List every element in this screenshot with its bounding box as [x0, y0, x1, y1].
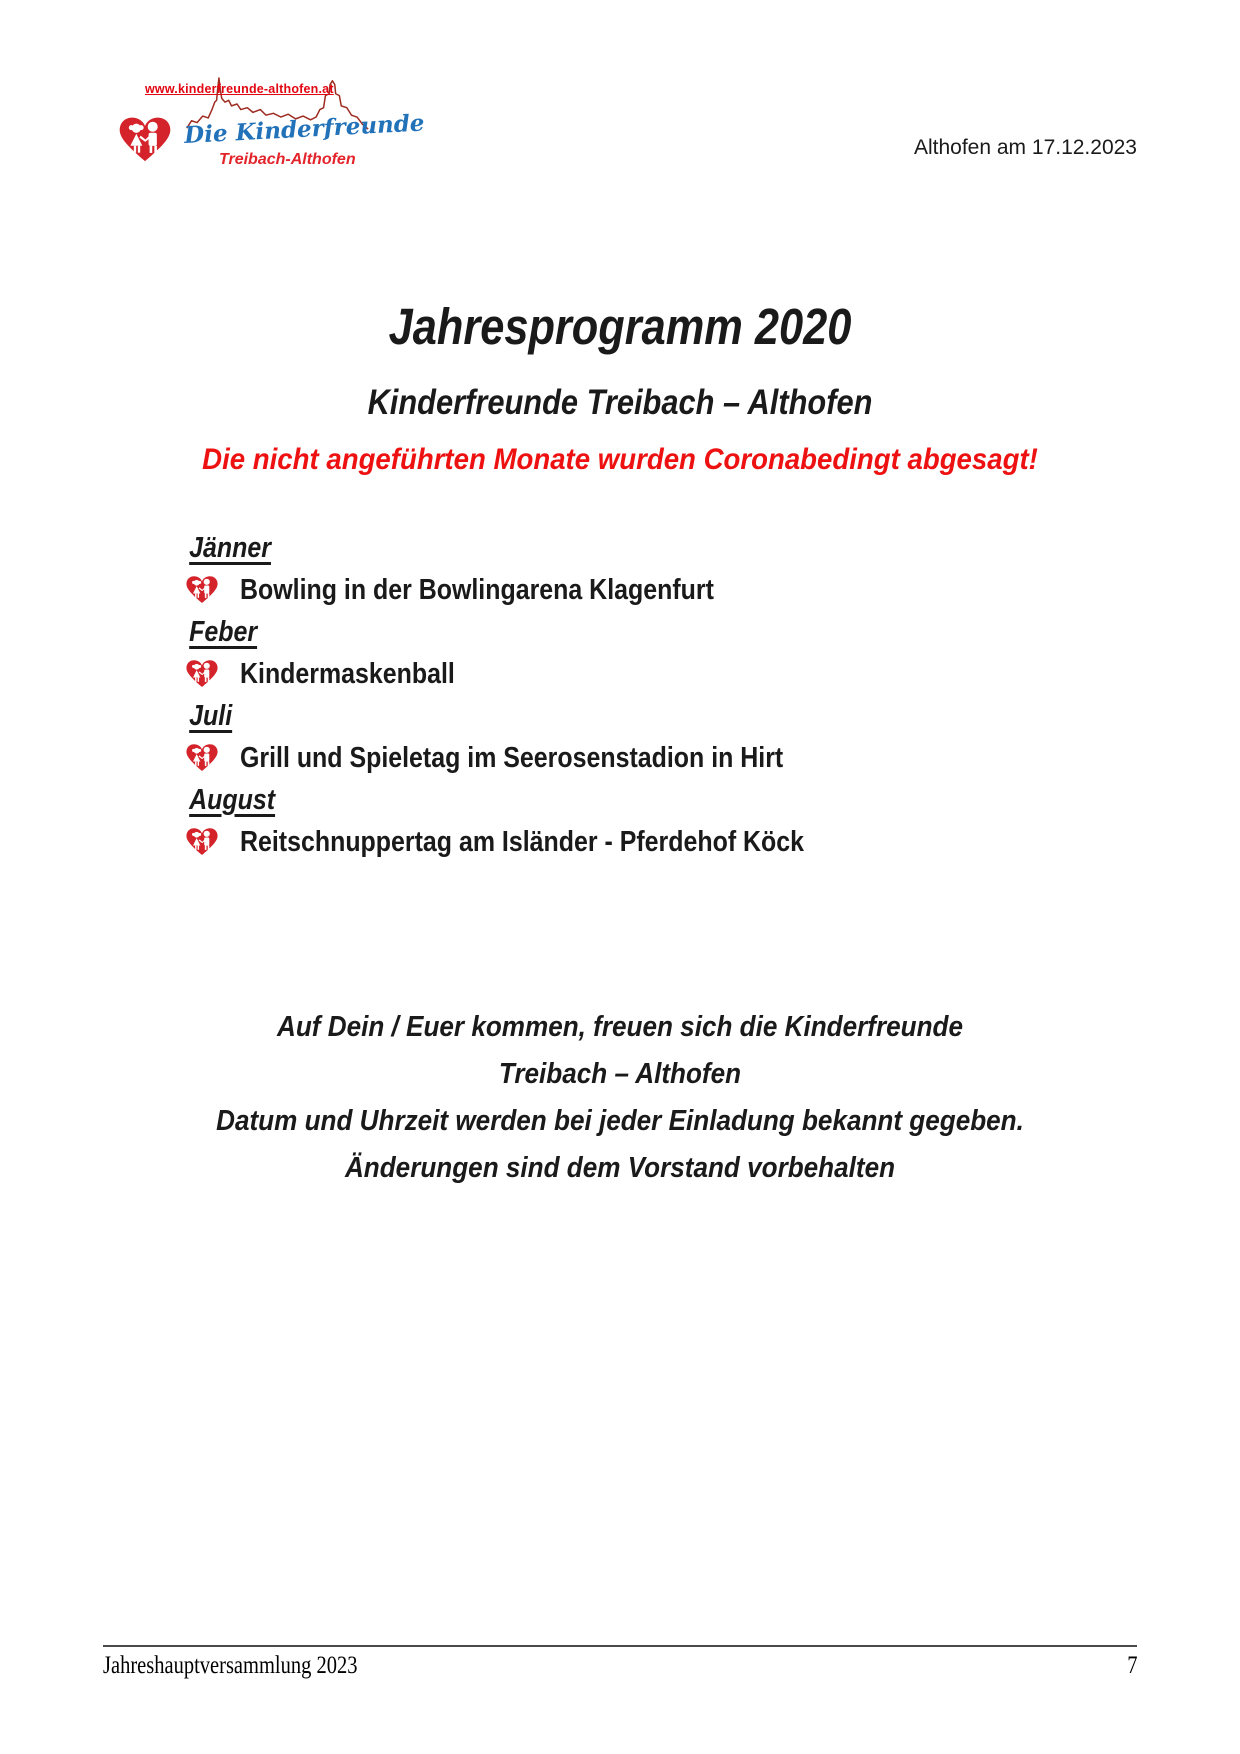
program-list [184, 527, 896, 863]
page-title: Jahresprogramm 2020 [388, 298, 852, 355]
month-heading-august [184, 779, 896, 821]
month-heading-jaenner [184, 527, 896, 569]
month-label: August [189, 783, 276, 816]
logo-url-text: www.kinderfreunde-althofen.at [145, 82, 334, 96]
closing-text [62, 1004, 1178, 1192]
footer-title: Jahreshauptversammlung 2023 [103, 1652, 358, 1679]
month-heading-juli [184, 695, 896, 737]
kinderfreunde-heart-icon [116, 114, 174, 166]
footer-page-number: 7 [1126, 1652, 1137, 1679]
month-label: Juli [189, 699, 233, 732]
closing-line-4: Änderungen sind dem Vorstand vorbehalten [344, 1152, 896, 1184]
program-item-text: Bowling in der Bowlingarena Klagenfurt [240, 573, 714, 606]
date-line: Althofen am 17.12.2023 [913, 136, 1137, 159]
logo-location-name: Treibach-Althofen [219, 151, 356, 168]
program-item [184, 653, 896, 695]
kinderfreunde-heart-icon [184, 742, 220, 774]
kinderfreunde-heart-icon [184, 826, 220, 858]
program-item-text: Kindermaskenball [240, 657, 455, 690]
closing-line-3: Datum und Uhrzeit werden bei jeder Einladung bekannt gegeben. [216, 1105, 1024, 1137]
page-subtitle: Kinderfreunde Treibach – Althofen [367, 383, 873, 422]
kinderfreunde-heart-icon [184, 574, 220, 606]
month-heading-feber [184, 611, 896, 653]
logo-brand-name: Die Kinderfreunde [183, 109, 426, 149]
program-item [184, 821, 896, 863]
program-item [184, 569, 896, 611]
program-item [184, 737, 896, 779]
program-item-text: Reitschnuppertag am Isländer - Pferdehof Köck [240, 825, 805, 858]
kinderfreunde-heart-icon [184, 658, 220, 690]
month-label: Feber [189, 615, 258, 648]
notice-text: Die nicht angeführten Monate wurden Coronabedingt abgesagt! [202, 443, 1038, 476]
closing-line-2: Treibach – Althofen [498, 1058, 742, 1090]
closing-line-1: Auf Dein / Euer kommen, freuen sich die Kinderfreunde [277, 1011, 963, 1043]
footer [103, 1645, 1137, 1680]
month-label: Jänner [189, 531, 271, 564]
org-logo [100, 60, 426, 175]
program-item-text: Grill und Spieletag im Seerosenstadion in Hirt [240, 741, 784, 774]
